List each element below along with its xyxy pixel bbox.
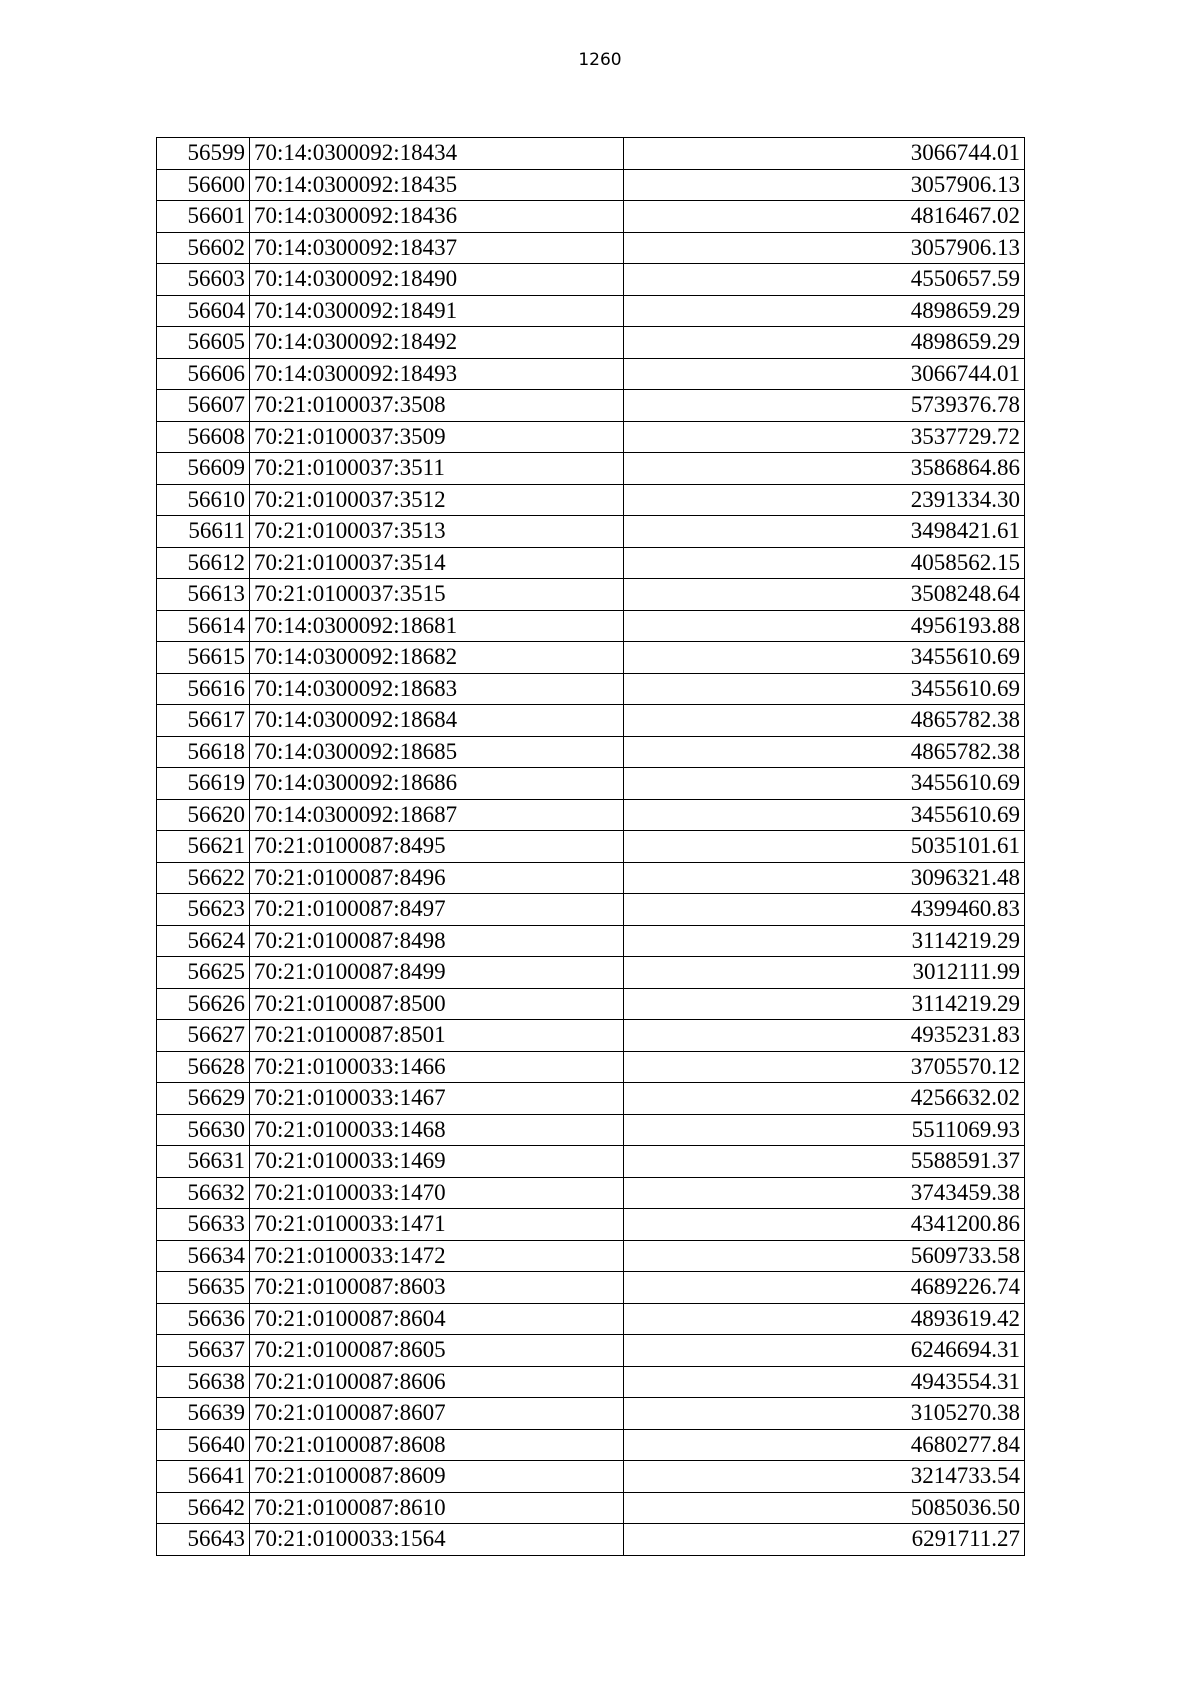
row-number-cell: 56600 <box>157 169 250 201</box>
table-row <box>157 957 1025 989</box>
row-number-cell: 56637 <box>157 1335 250 1367</box>
row-number-cell: 56601 <box>157 201 250 233</box>
table-row <box>157 1429 1025 1461</box>
cadastral-number-cell: 70:14:0300092:18681 <box>250 610 624 642</box>
cadastral-number-cell: 70:21:0100087:8606 <box>250 1366 624 1398</box>
page-number: 1260 <box>578 50 622 70</box>
row-number-cell: 56619 <box>157 768 250 800</box>
cadastral-value-cell: 4341200.86 <box>624 1209 1025 1241</box>
table-row <box>157 358 1025 390</box>
cadastral-number-cell: 70:21:0100087:8495 <box>250 831 624 863</box>
cadastral-value-cell: 4680277.84 <box>624 1429 1025 1461</box>
cadastral-number-cell: 70:21:0100087:8609 <box>250 1461 624 1493</box>
table-row <box>157 768 1025 800</box>
table-row <box>157 705 1025 737</box>
table-row <box>157 862 1025 894</box>
table-row <box>157 610 1025 642</box>
cadastral-value-cell: 3114219.29 <box>624 925 1025 957</box>
table-row <box>157 642 1025 674</box>
cadastral-number-cell: 70:14:0300092:18685 <box>250 736 624 768</box>
cadastral-value-cell: 4956193.88 <box>624 610 1025 642</box>
row-number-cell: 56608 <box>157 421 250 453</box>
row-number-cell: 56602 <box>157 232 250 264</box>
row-number-cell: 56603 <box>157 264 250 296</box>
cadastral-number-cell: 70:21:0100037:3512 <box>250 484 624 516</box>
cadastral-number-cell: 70:21:0100087:8608 <box>250 1429 624 1461</box>
cadastral-value-cell: 3743459.38 <box>624 1177 1025 1209</box>
cadastral-number-cell: 70:21:0100033:1468 <box>250 1114 624 1146</box>
cadastral-value-cell: 3508248.64 <box>624 579 1025 611</box>
cadastral-value-cell: 3105270.38 <box>624 1398 1025 1430</box>
cadastral-value-cell: 3455610.69 <box>624 642 1025 674</box>
row-number-cell: 56611 <box>157 516 250 548</box>
cadastral-value-cell: 5085036.50 <box>624 1492 1025 1524</box>
cadastral-value-table <box>156 137 1025 1556</box>
row-number-cell: 56642 <box>157 1492 250 1524</box>
cadastral-number-cell: 70:14:0300092:18493 <box>250 358 624 390</box>
table-row <box>157 138 1025 170</box>
cadastral-number-cell: 70:14:0300092:18683 <box>250 673 624 705</box>
table-body <box>157 138 1025 1556</box>
table-row <box>157 327 1025 359</box>
row-number-cell: 56604 <box>157 295 250 327</box>
cadastral-value-cell: 3498421.61 <box>624 516 1025 548</box>
cadastral-value-cell: 3057906.13 <box>624 169 1025 201</box>
table-row <box>157 1051 1025 1083</box>
row-number-cell: 56632 <box>157 1177 250 1209</box>
table-row <box>157 831 1025 863</box>
row-number-cell: 56614 <box>157 610 250 642</box>
row-number-cell: 56636 <box>157 1303 250 1335</box>
cadastral-number-cell: 70:14:0300092:18490 <box>250 264 624 296</box>
table-row <box>157 1335 1025 1367</box>
cadastral-number-cell: 70:21:0100033:1467 <box>250 1083 624 1115</box>
cadastral-number-cell: 70:21:0100087:8499 <box>250 957 624 989</box>
table-row <box>157 264 1025 296</box>
cadastral-value-cell: 3066744.01 <box>624 138 1025 170</box>
cadastral-value-cell: 4256632.02 <box>624 1083 1025 1115</box>
cadastral-value-cell: 3096321.48 <box>624 862 1025 894</box>
table-row <box>157 894 1025 926</box>
table-row <box>157 390 1025 422</box>
cadastral-value-cell: 5035101.61 <box>624 831 1025 863</box>
cadastral-value-cell: 4689226.74 <box>624 1272 1025 1304</box>
cadastral-number-cell: 70:14:0300092:18682 <box>250 642 624 674</box>
table-row <box>157 799 1025 831</box>
cadastral-value-cell: 6246694.31 <box>624 1335 1025 1367</box>
table-row <box>157 421 1025 453</box>
row-number-cell: 56605 <box>157 327 250 359</box>
cadastral-value-cell: 3455610.69 <box>624 673 1025 705</box>
cadastral-number-cell: 70:21:0100037:3511 <box>250 453 624 485</box>
cadastral-number-cell: 70:21:0100033:1469 <box>250 1146 624 1178</box>
row-number-cell: 56639 <box>157 1398 250 1430</box>
cadastral-value-cell: 6291711.27 <box>624 1524 1025 1556</box>
cadastral-value-cell: 5609733.58 <box>624 1240 1025 1272</box>
cadastral-number-cell: 70:21:0100087:8501 <box>250 1020 624 1052</box>
table-row <box>157 453 1025 485</box>
table-row <box>157 1209 1025 1241</box>
row-number-cell: 56606 <box>157 358 250 390</box>
cadastral-value-cell: 4935231.83 <box>624 1020 1025 1052</box>
cadastral-value-cell: 5511069.93 <box>624 1114 1025 1146</box>
table-row <box>157 1524 1025 1556</box>
cadastral-value-cell: 5588591.37 <box>624 1146 1025 1178</box>
cadastral-number-cell: 70:21:0100087:8605 <box>250 1335 624 1367</box>
row-number-cell: 56609 <box>157 453 250 485</box>
table-row <box>157 232 1025 264</box>
cadastral-number-cell: 70:14:0300092:18434 <box>250 138 624 170</box>
cadastral-number-cell: 70:14:0300092:18687 <box>250 799 624 831</box>
cadastral-value-cell: 2391334.30 <box>624 484 1025 516</box>
table-row <box>157 1492 1025 1524</box>
table-row <box>157 1240 1025 1272</box>
cadastral-value-cell: 3214733.54 <box>624 1461 1025 1493</box>
cadastral-value-cell: 4898659.29 <box>624 327 1025 359</box>
table-row <box>157 484 1025 516</box>
cadastral-value-cell: 3586864.86 <box>624 453 1025 485</box>
cadastral-number-cell: 70:14:0300092:18491 <box>250 295 624 327</box>
cadastral-value-cell: 3455610.69 <box>624 799 1025 831</box>
cadastral-value-cell: 4865782.38 <box>624 736 1025 768</box>
cadastral-value-cell: 4550657.59 <box>624 264 1025 296</box>
cadastral-number-cell: 70:21:0100087:8610 <box>250 1492 624 1524</box>
row-number-cell: 56634 <box>157 1240 250 1272</box>
cadastral-number-cell: 70:14:0300092:18684 <box>250 705 624 737</box>
table-row <box>157 1461 1025 1493</box>
table-row <box>157 673 1025 705</box>
row-number-cell: 56622 <box>157 862 250 894</box>
cadastral-value-cell: 3012111.99 <box>624 957 1025 989</box>
row-number-cell: 56612 <box>157 547 250 579</box>
cadastral-number-cell: 70:21:0100087:8497 <box>250 894 624 926</box>
row-number-cell: 56631 <box>157 1146 250 1178</box>
cadastral-number-cell: 70:21:0100087:8607 <box>250 1398 624 1430</box>
cadastral-number-cell: 70:21:0100033:1466 <box>250 1051 624 1083</box>
cadastral-number-cell: 70:21:0100037:3514 <box>250 547 624 579</box>
row-number-cell: 56643 <box>157 1524 250 1556</box>
cadastral-number-cell: 70:21:0100087:8604 <box>250 1303 624 1335</box>
cadastral-number-cell: 70:14:0300092:18435 <box>250 169 624 201</box>
row-number-cell: 56620 <box>157 799 250 831</box>
cadastral-value-cell: 4058562.15 <box>624 547 1025 579</box>
table-row <box>157 547 1025 579</box>
row-number-cell: 56627 <box>157 1020 250 1052</box>
cadastral-value-cell: 4898659.29 <box>624 295 1025 327</box>
row-number-cell: 56633 <box>157 1209 250 1241</box>
row-number-cell: 56621 <box>157 831 250 863</box>
cadastral-value-cell: 4943554.31 <box>624 1366 1025 1398</box>
row-number-cell: 56635 <box>157 1272 250 1304</box>
cadastral-number-cell: 70:21:0100087:8603 <box>250 1272 624 1304</box>
table-row <box>157 295 1025 327</box>
row-number-cell: 56640 <box>157 1429 250 1461</box>
cadastral-number-cell: 70:21:0100033:1564 <box>250 1524 624 1556</box>
table-row <box>157 736 1025 768</box>
row-number-cell: 56626 <box>157 988 250 1020</box>
row-number-cell: 56641 <box>157 1461 250 1493</box>
row-number-cell: 56610 <box>157 484 250 516</box>
cadastral-value-cell: 4893619.42 <box>624 1303 1025 1335</box>
row-number-cell: 56624 <box>157 925 250 957</box>
cadastral-value-cell: 3057906.13 <box>624 232 1025 264</box>
table-row <box>157 925 1025 957</box>
cadastral-number-cell: 70:14:0300092:18492 <box>250 327 624 359</box>
table-row <box>157 201 1025 233</box>
row-number-cell: 56613 <box>157 579 250 611</box>
cadastral-number-cell: 70:21:0100037:3509 <box>250 421 624 453</box>
row-number-cell: 56623 <box>157 894 250 926</box>
row-number-cell: 56615 <box>157 642 250 674</box>
row-number-cell: 56638 <box>157 1366 250 1398</box>
row-number-cell: 56625 <box>157 957 250 989</box>
table-row <box>157 169 1025 201</box>
cadastral-number-cell: 70:21:0100033:1471 <box>250 1209 624 1241</box>
cadastral-value-cell: 3114219.29 <box>624 988 1025 1020</box>
cadastral-number-cell: 70:14:0300092:18436 <box>250 201 624 233</box>
table-row <box>157 1146 1025 1178</box>
table-row <box>157 1114 1025 1146</box>
table-row <box>157 1020 1025 1052</box>
row-number-cell: 56628 <box>157 1051 250 1083</box>
table-row <box>157 1272 1025 1304</box>
row-number-cell: 56599 <box>157 138 250 170</box>
cadastral-value-cell: 3705570.12 <box>624 1051 1025 1083</box>
table-row <box>157 516 1025 548</box>
row-number-cell: 56629 <box>157 1083 250 1115</box>
row-number-cell: 56618 <box>157 736 250 768</box>
cadastral-value-cell: 3066744.01 <box>624 358 1025 390</box>
cadastral-number-cell: 70:21:0100037:3515 <box>250 579 624 611</box>
cadastral-number-cell: 70:14:0300092:18686 <box>250 768 624 800</box>
cadastral-number-cell: 70:14:0300092:18437 <box>250 232 624 264</box>
table-row <box>157 1366 1025 1398</box>
cadastral-number-cell: 70:21:0100033:1472 <box>250 1240 624 1272</box>
cadastral-number-cell: 70:21:0100033:1470 <box>250 1177 624 1209</box>
cadastral-value-cell: 3537729.72 <box>624 421 1025 453</box>
row-number-cell: 56616 <box>157 673 250 705</box>
table-row <box>157 988 1025 1020</box>
cadastral-value-cell: 4816467.02 <box>624 201 1025 233</box>
cadastral-value-cell: 4865782.38 <box>624 705 1025 737</box>
table-row <box>157 1083 1025 1115</box>
row-number-cell: 56630 <box>157 1114 250 1146</box>
cadastral-value-cell: 4399460.83 <box>624 894 1025 926</box>
row-number-cell: 56607 <box>157 390 250 422</box>
cadastral-number-cell: 70:21:0100037:3513 <box>250 516 624 548</box>
table-row <box>157 1177 1025 1209</box>
cadastral-number-cell: 70:21:0100037:3508 <box>250 390 624 422</box>
table-row <box>157 1398 1025 1430</box>
cadastral-number-cell: 70:21:0100087:8498 <box>250 925 624 957</box>
row-number-cell: 56617 <box>157 705 250 737</box>
cadastral-value-cell: 5739376.78 <box>624 390 1025 422</box>
table-row <box>157 579 1025 611</box>
cadastral-number-cell: 70:21:0100087:8496 <box>250 862 624 894</box>
cadastral-number-cell: 70:21:0100087:8500 <box>250 988 624 1020</box>
table-row <box>157 1303 1025 1335</box>
cadastral-value-cell: 3455610.69 <box>624 768 1025 800</box>
